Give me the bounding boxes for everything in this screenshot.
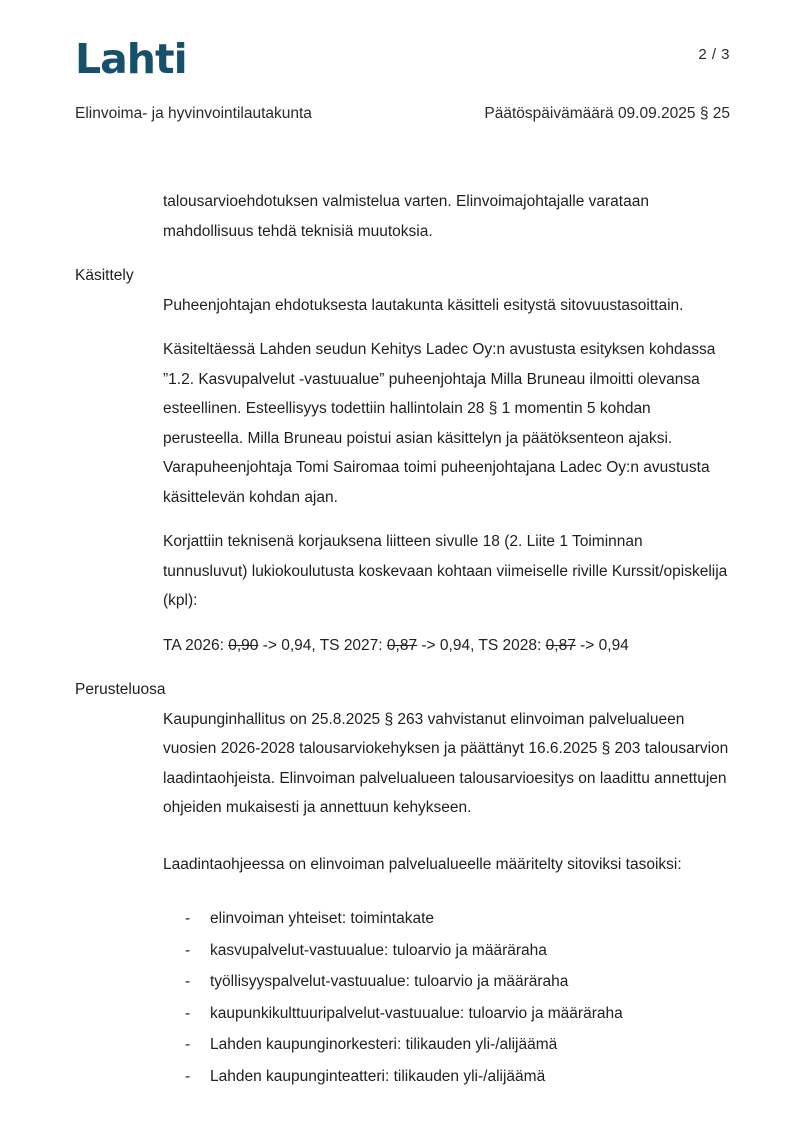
- correction-part: -> 0,94, TS 2028:: [417, 636, 546, 654]
- correction-values-line: [163, 631, 730, 661]
- committee-name: Elinvoima- ja hyvinvointilautakunta: [75, 105, 312, 123]
- section-label-perusteluosa: Perusteluosa: [75, 681, 166, 699]
- paragraph-kasittely-1: Puheenjohtajan ehdotuksesta lautakunta käsitteli esitystä sitovuustasoittain.: [163, 296, 684, 314]
- decision-date: Päätöspäivämäärä 09.09.2025 § 25: [484, 105, 730, 123]
- page-number: 2 / 3: [698, 46, 730, 63]
- correction-part: -> 0,94, TS 2027:: [258, 636, 387, 654]
- correction-part: TA 2026:: [163, 636, 229, 654]
- section-kasittely: [75, 261, 730, 660]
- paragraph-perusteluosa-1: Kaupunginhallitus on 25.8.2025 § 263 vahvistanut elinvoiman palvelualueen vuosien 2026-2028 talousarviokehyksen ja päättänyt 16.6.2025 § 203 talousarvion laadintaohjeista. Elinvoiman palvelualueen talousarvioesitys on laadittu annettujen ohjeiden mukaisesti ja annettuun kehykseen.: [163, 710, 729, 817]
- binding-levels-list: [163, 904, 730, 1091]
- list-item: - Lahden kaupunginorkesteri: tilikauden yli-/alijäämä: [163, 1030, 730, 1060]
- paragraph-intro: talousarvioehdotuksen valmistelua varten. Elinvoimajohtajalle varataan mahdollisuus tehdä teknisiä muutoksia.: [163, 193, 649, 240]
- correction-old-value: 0,90: [228, 636, 259, 654]
- paragraph-perusteluosa-2: Laadintaohjeessa on elinvoiman palvelualueelle määritelty sitoviksi tasoiksi:: [163, 855, 682, 873]
- correction-part: -> 0,94: [575, 636, 629, 654]
- list-item: - kaupunkikulttuuripalvelut-vastuualue: tuloarvio ja määräraha: [163, 999, 730, 1029]
- list-item: - kasvupalvelut-vastuualue: tuloarvio ja määräraha: [163, 936, 730, 966]
- section-label-kasittely: Käsittely: [75, 267, 134, 285]
- correction-old-value: 0,87: [545, 636, 576, 654]
- page-header-top: [75, 35, 730, 83]
- document-body: [75, 187, 730, 1091]
- correction-old-value: 0,87: [386, 636, 418, 654]
- list-item: - Lahden kaupunginteatteri: tilikauden yli-/alijäämä: [163, 1062, 730, 1092]
- lahti-logo: Lahti: [75, 35, 187, 83]
- section-perusteluosa: [75, 675, 730, 1091]
- paragraph-kasittely-3: Korjattiin teknisenä korjauksena liitteen sivulle 18 (2. Liite 1 Toiminnan tunnusluvut) lukiokoulutusta koskevaan kohtaan viimeiselle riville Kurssit/opiskelija (kpl):: [163, 533, 728, 610]
- list-item: - työllisyyspalvelut-vastuualue: tuloarvio ja määräraha: [163, 967, 730, 997]
- list-item: - elinvoiman yhteiset: toimintakate: [163, 904, 730, 934]
- document-header-row: [75, 105, 730, 123]
- paragraph-kasittely-2: Käsiteltäessä Lahden seudun Kehitys Ladec Oy:n avustusta esityksen kohdassa ”1.2. Kasvupalvelut -vastuualue” puheenjohtaja Milla Bruneau ilmoitti olevansa esteellinen. Esteellisyys todettiin hallintolain 28 § 1 momentin 5 kohdan perusteella. Milla Bruneau poistui asian käsittelyn ja päätöksenteon ajaksi. Varapuheenjohtaja Tomi Sairomaa toimi puheenjohtajana Ladec Oy:n avustusta käsittelevän kohdan ajan.: [163, 341, 716, 506]
